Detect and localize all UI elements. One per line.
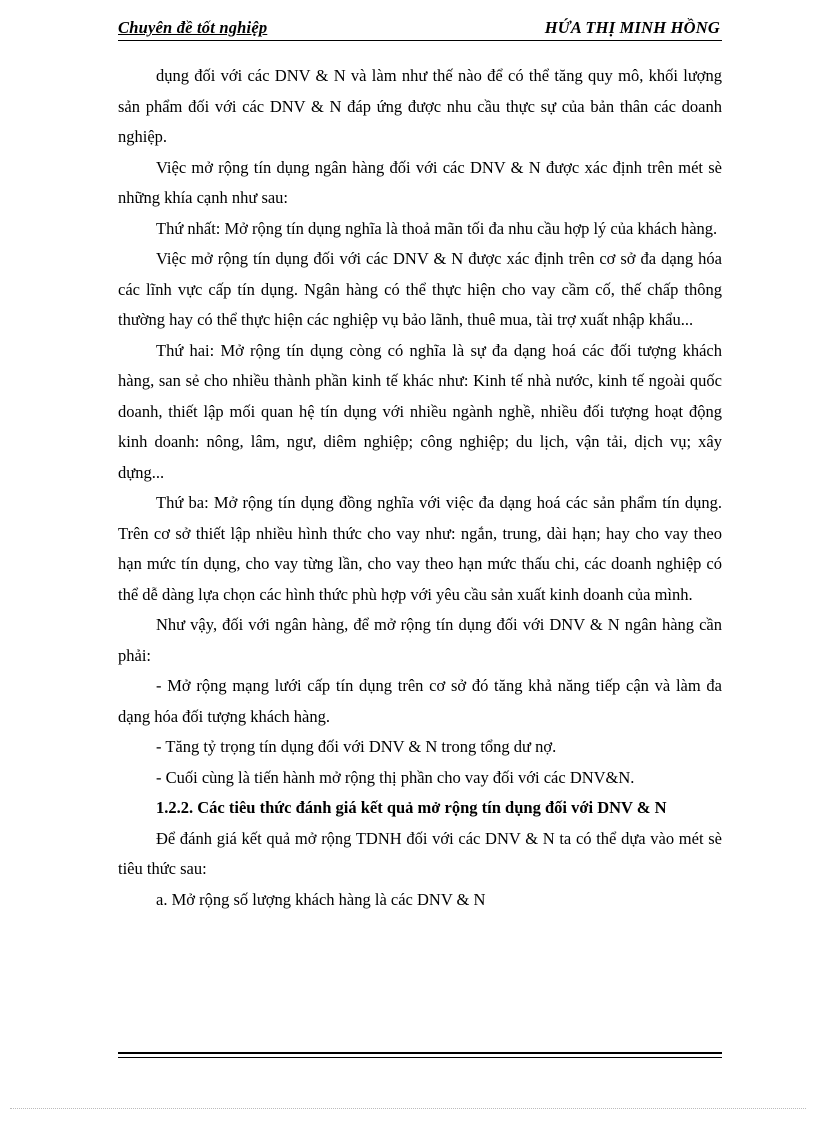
paragraph: Việc mở rộng tín dụng đối với các DNV & N được xác định trên cơ sở đa dạng hóa các lĩnh vực cấp tín dụng. Ngân hàng có thể thực hiện cho vay cầm cố, thế chấp thông thường hay có thể thực hiện các nghiệp vụ bảo lãnh, thuê mua, tài trợ xuất nhập khẩu...	[118, 249, 722, 330]
page-header	[118, 18, 722, 38]
section-heading: 1.2.2. Các tiêu thức đánh giá kết quả mở rộng tín dụng đối với DNV & N	[156, 798, 667, 818]
footer-divider-wrap	[118, 1052, 722, 1058]
paragraph: a. Mở rộng số lượng khách hàng là các DNV & N	[156, 889, 486, 909]
header-divider	[118, 40, 722, 41]
footer-divider	[118, 1052, 722, 1058]
paragraph: Thứ nhất: Mở rộng tín dụng nghĩa là thoả mãn tối đa nhu cầu hợp lý của khách hàng.	[156, 218, 718, 238]
paragraph: - Cuối cùng là tiến hành mở rộng thị phần cho vay đối với các DNV&N.	[156, 767, 635, 787]
paragraph: Để đánh giá kết quả mở rộng TDNH đối với các DNV & N ta có thể dựa vào mét sè tiêu thức sau:	[118, 828, 722, 879]
page-content	[118, 18, 722, 915]
paragraph: - Mở rộng mạng lưới cấp tín dụng trên cơ sở đó tăng khả năng tiếp cận và làm đa dạng hóa đối tượng khách hàng.	[118, 676, 722, 726]
paragraph: - Tăng tỷ trọng tín dụng đối với DNV & N trong tổng dư nợ.	[156, 737, 557, 757]
paragraph: Việc mở rộng tín dụng ngân hàng đối với các DNV & N được xác định trên mét sè những khía cạnh như sau:	[118, 157, 722, 208]
page-bottom-edge	[10, 1108, 806, 1109]
header-author-name: HỨA THỊ MINH HỒNG	[544, 18, 720, 37]
body-text	[118, 61, 722, 915]
paragraph: Thứ ba: Mở rộng tín dụng đồng nghĩa với việc đa dạng hoá các sản phẩm tín dụng. Trên cơ sở thiết lập nhiều hình thức cho vay như: ngắn, trung, dài hạn; hay cho vay theo hạn mức tín dụng, cho vay từng lần, cho vay theo hạn mức thấu chi, các doanh nghiệp có thể dễ dàng lựa chọn các hình thức phù hợp với yêu cầu sản xuất kinh doanh của mình.	[118, 493, 722, 604]
paragraph: dụng đối với các DNV & N và làm như thế nào để có thể tăng quy mô, khối lượng sản phẩm đối với các DNV & N đáp ứng được nhu cầu thực sự của bản thân các doanh nghiệp.	[118, 66, 722, 147]
paragraph: Thứ hai: Mở rộng tín dụng còng có nghĩa là sự đa dạng hoá các đối tượng khách hàng, san sẻ cho nhiều thành phần kinh tế khác như: Kinh tế nhà nước, kinh tế ngoài quốc doanh, thiết lập mối quan hệ tín dụng với nhiều ngành nghề, nhiều đối tượng hoạt động kinh doanh: nông, lâm, ngư, diêm nghiệp; công nghiệp; du lịch, vận tải, dịch vụ; xây dựng...	[118, 340, 722, 482]
header-document-title: Chuyên đề tốt nghiệp	[118, 18, 268, 37]
paragraph: Như vậy, đối với ngân hàng, để mở rộng tín dụng đối với DNV & N ngân hàng cần phải:	[118, 615, 722, 665]
